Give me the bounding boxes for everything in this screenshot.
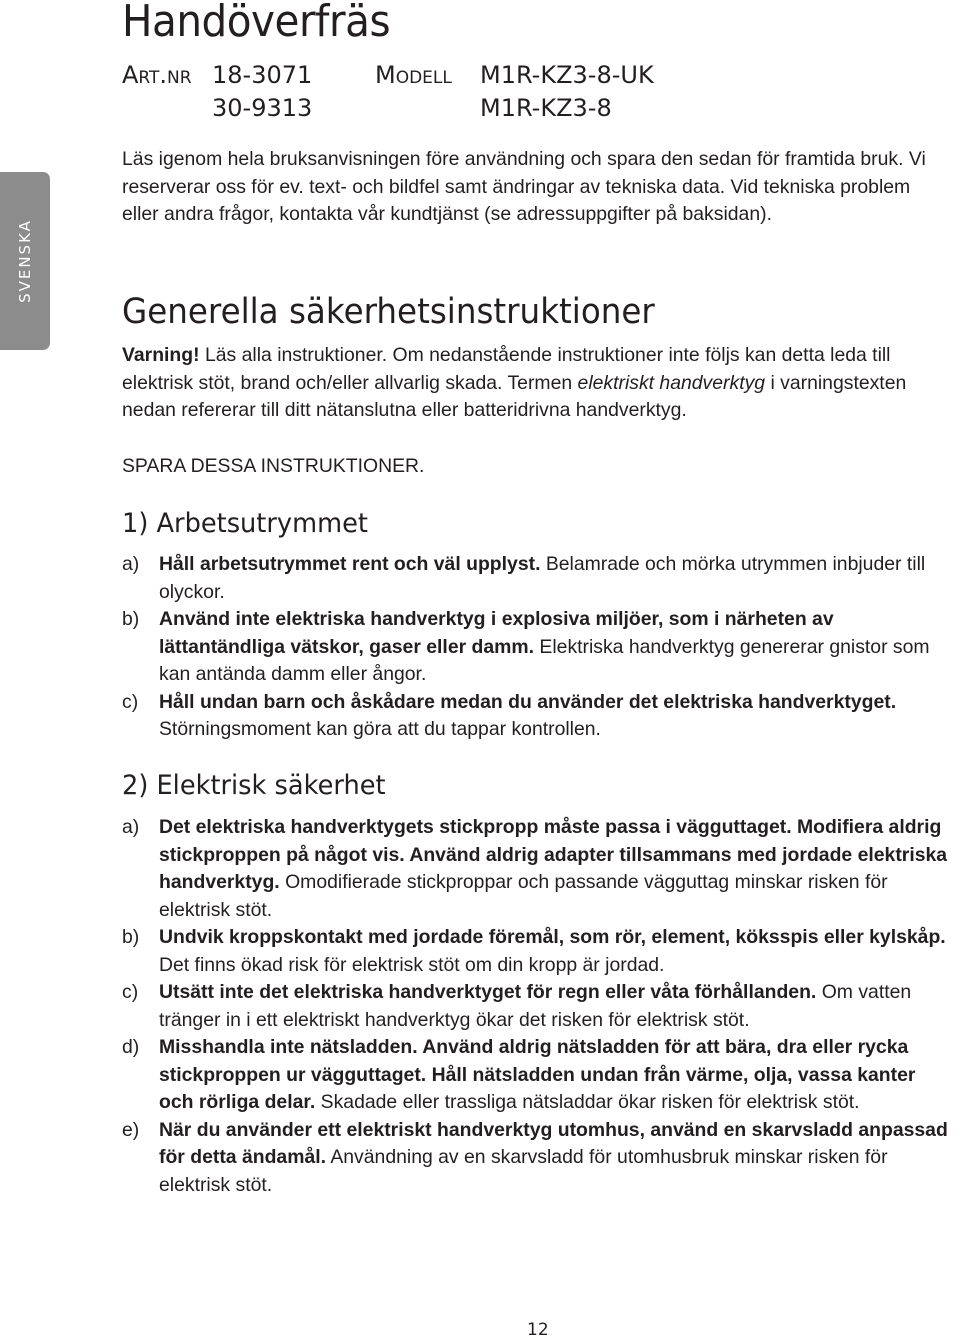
general-safety-heading: Generella säkerhetsinstruktioner [122, 292, 655, 332]
intro-text: Läs igenom hela bruksanvisningen före användning och spara den sedan för framtida bruk. Vi reserverar oss för ev. text- och bildfel samt ändringar av tekniska data. Vid tekniska problem eller andra frågor, kontakta vår kundtjänst (se adressuppgifter på baksidan). [122, 148, 926, 225]
list-item-text: Skadade eller trassliga nätsladdar ökar risken för elektrisk stöt. [315, 1091, 860, 1113]
list-item-text: Det finns ökad risk för elektrisk stöt om din kropp är jordad. [159, 953, 665, 976]
list-marker: b) [122, 608, 140, 630]
list-item-bold: Det elektriska handverktygets stickpropp måste passa i vägguttaget. Modifiera aldrig stickproppen på något vis. Använd aldrig adapter tillsammans med jordade elektriska handverktyg. [159, 816, 948, 893]
list-item-bold: Använd inte elektriska handverktyg i explosiva miljöer, som i närheten av lättantändliga vätskor, gaser eller damm. [159, 608, 834, 658]
list-item [122, 924, 952, 979]
language-tab [0, 172, 50, 350]
list-marker: e) [122, 1118, 140, 1141]
list-item-bold: Håll arbetsutrymmet rent och väl upplyst. [159, 553, 541, 575]
list-item-text: Användning av en skarvsladd för utomhusbruk minskar risken för elektrisk stöt. [159, 1146, 888, 1196]
list-marker: a) [122, 553, 140, 575]
model-label: Modell [375, 61, 452, 89]
list-item-text: Om vatten tränger in i ett elektriskt handverktyg ökar det risken för elektrisk stöt. [159, 981, 912, 1031]
list-item [122, 979, 952, 1034]
page-title: Handöverfräs [122, 0, 391, 47]
list-item [122, 551, 952, 606]
list-marker: d) [122, 1036, 140, 1058]
section-1-heading: 1) Arbetsutrymmet [122, 508, 368, 539]
list-item-text: Belamrade och mörka utrymmen inbjuder till olyckor. [159, 553, 926, 603]
list-item-text: Störningsmoment kan göra att du tappar kontrollen. [159, 718, 601, 740]
language-tab-label: SVENSKA [16, 219, 34, 303]
list-item-bold: Undvik kroppskontakt med jordade föremål, som rör, element, köksspis eller kylskåp. [159, 926, 946, 948]
warning-label: Varning! [122, 344, 200, 366]
list-item-bold: När du använder ett elektriskt handverktyg utomhus, använd en skarvsladd anpassad för detta ändamål. [159, 1118, 948, 1168]
model-1: M1R-KZ3-8-UK [480, 61, 654, 89]
list-item [122, 689, 952, 744]
list-item [122, 1034, 952, 1117]
page-number: 12 [527, 1320, 549, 1340]
list-item-bold: Utsätt inte det elektriska handverktyget för regn eller våta förhållanden. [159, 981, 817, 1003]
section-1-list [122, 551, 952, 744]
warning-term: elektriskt handverktyg [577, 371, 766, 394]
list-item [122, 814, 952, 924]
list-marker: c) [122, 690, 139, 713]
warning-paragraph [122, 342, 952, 425]
intro-paragraph [122, 146, 952, 229]
list-marker: c) [122, 981, 139, 1003]
art-label: Art.nr [122, 61, 192, 89]
list-item-bold: Håll undan barn och åskådare medan du använder det elektriska handverktyget. [159, 690, 897, 713]
model-2: M1R-KZ3-8 [480, 94, 612, 122]
section-2-heading: 2) Elektrisk säkerhet [122, 770, 386, 801]
art-number-1: 18-3071 [212, 61, 313, 89]
save-instructions-note: SPARA DESSA INSTRUKTIONER. [122, 455, 425, 477]
art-number-2: 30-9313 [212, 94, 313, 122]
list-item-text: Omodifierade stickproppar och passande vägguttag minskar risken för elektrisk stöt. [159, 871, 888, 921]
list-item [122, 606, 952, 689]
list-marker: b) [122, 926, 140, 948]
section-2-list [122, 814, 952, 1199]
list-item [122, 1117, 952, 1200]
warning-text-1: Läs alla instruktioner. Om nedanstående instruktioner inte följs kan detta leda till elektrisk stöt, brand och/eller allvarlig skada. Termen [122, 344, 891, 394]
list-marker: a) [122, 816, 140, 838]
product-specs [122, 60, 654, 124]
list-item-text: Elektriska handverktyg genererar gnistor som kan antända damm eller ångor. [159, 635, 930, 685]
warning-text-2: i varningstexten nedan refererar till ditt nätanslutna eller batteridrivna handverktyg. [122, 371, 907, 421]
list-item-bold: Misshandla inte nätsladden. Använd aldrig nätsladden för att bära, dra eller rycka stickproppen ur vägguttaget. Håll nätsladden undan från värme, olja, vassa kanter och rörliga delar. [159, 1036, 916, 1113]
